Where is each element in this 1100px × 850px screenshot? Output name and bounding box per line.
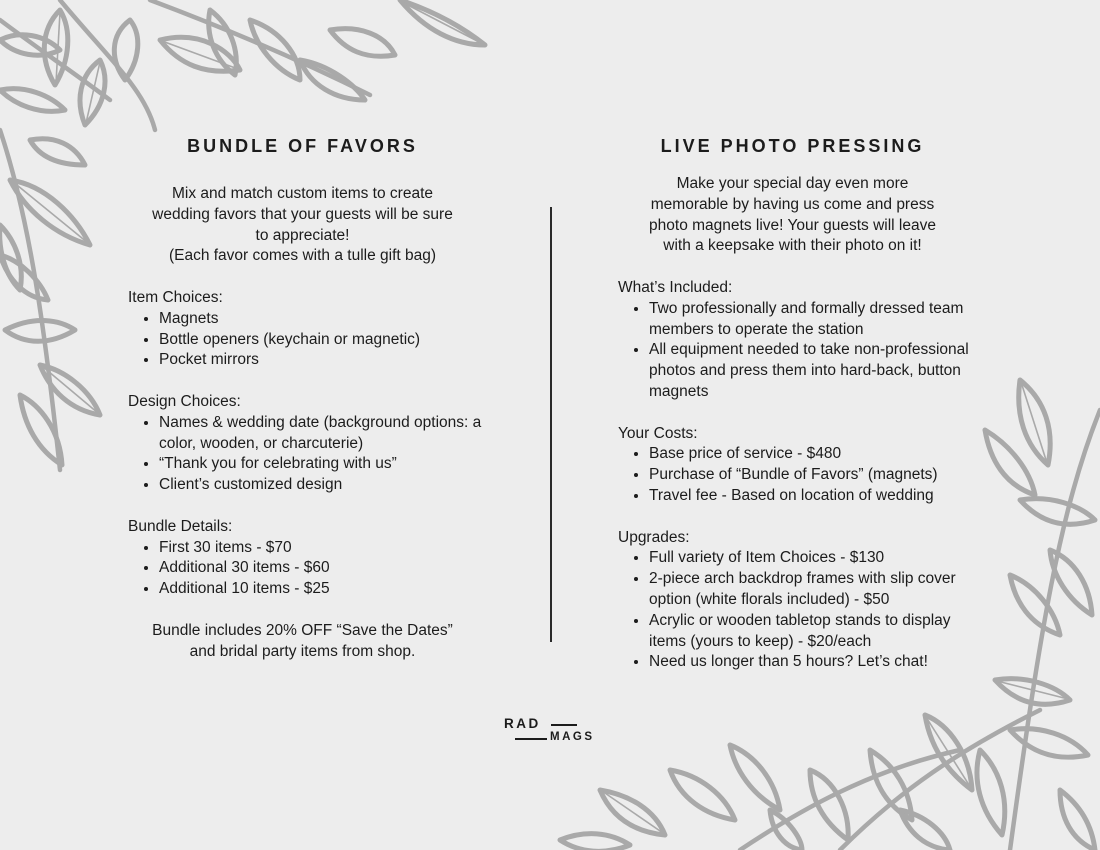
bundle-intro-line: wedding favors that your guests will be sure [152,205,453,223]
pressing-intro-line: photo magnets live! Your guests will leave [649,216,936,234]
item-choices-list [128,309,485,371]
pressing-intro-line: Make your special day even more [676,175,909,192]
whats-included-list [618,299,975,403]
list-item: • Travel fee - Based on location of wedding [649,486,975,507]
list-item: • Base price of service - $480 [649,444,975,465]
logo-word-mags: MAGS [550,731,595,743]
pressing-intro-line: with a keepsake with their photo on it! [663,237,922,255]
list-item: • First 30 items - $70 [159,538,485,559]
upgrades-list [618,548,975,673]
rad-mags-logo [503,716,603,746]
list-item: • Pocket mirrors [159,350,485,371]
list-item: • Additional 10 items - $25 [159,579,485,600]
list-item: • Magnets [159,309,485,330]
list-item: • Additional 30 items - $60 [159,558,485,579]
upgrades-section [610,528,975,674]
pressing-intro [610,174,975,257]
upgrades-heading: Upgrades: [618,528,690,546]
list-item: • Bottle openers (keychain or magnetic) [159,330,485,351]
logo-rule-top [551,724,577,726]
item-choices-section [120,288,485,371]
bundle-details-list [128,538,485,600]
bundle-intro [120,184,485,267]
bundle-details-section [120,517,485,600]
your-costs-heading: Your Costs: [618,424,698,442]
bundle-of-favors-title: BUNDLE OF FAVORS [187,136,418,156]
pressing-intro-line: memorable by having us come and press [650,195,935,213]
design-choices-heading: Design Choices: [128,392,241,410]
list-item: • Purchase of “Bundle of Favors” (magnets) [649,465,975,486]
list-item: • All equipment needed to take non-professional photos and press them into hard-back, button magnets [649,340,975,402]
list-item: • Full variety of Item Choices - $130 [649,548,975,569]
bundle-footer-line: Bundle includes 20% OFF “Save the Dates” [152,621,453,639]
whats-included-section [610,278,975,403]
design-choices-section [120,392,485,496]
your-costs-list [618,444,975,506]
live-photo-pressing-body [610,174,975,673]
bundle-of-favors-body [120,184,485,662]
bundle-footer-note [120,621,485,663]
bundle-details-heading: Bundle Details: [128,517,233,535]
list-item: • Client’s customized design [159,475,485,496]
list-item: • Names & wedding date (background options: a color, wooden, or charcuterie) [159,413,485,455]
design-choices-list [128,413,485,496]
whats-included-heading: What’s Included: [618,278,733,296]
bundle-footer-line: and bridal party items from shop. [189,642,416,660]
list-item: • Need us longer than 5 hours? Let’s chat! [649,652,975,673]
logo-rule-bottom [515,738,547,740]
bundle-intro-line: (Each favor comes with a tulle gift bag) [168,247,437,265]
logo-word-rad: RAD [504,716,541,731]
column-divider [550,207,552,642]
bundle-intro-line: to appreciate! [255,226,350,244]
list-item: • 2-piece arch backdrop frames with slip cover option (white florals included) - $50 [649,569,975,611]
list-item: • Acrylic or wooden tabletop stands to display items (yours to keep) - $20/each [649,611,975,653]
list-item: • “Thank you for celebrating with us” [159,454,485,475]
bundle-intro-line: Mix and match custom items to create [171,185,433,202]
your-costs-section [610,424,975,507]
live-photo-pressing-title: LIVE PHOTO PRESSING [660,136,925,156]
item-choices-heading: Item Choices: [128,288,223,306]
list-item: • Two professionally and formally dressed team members to operate the station [649,299,975,341]
